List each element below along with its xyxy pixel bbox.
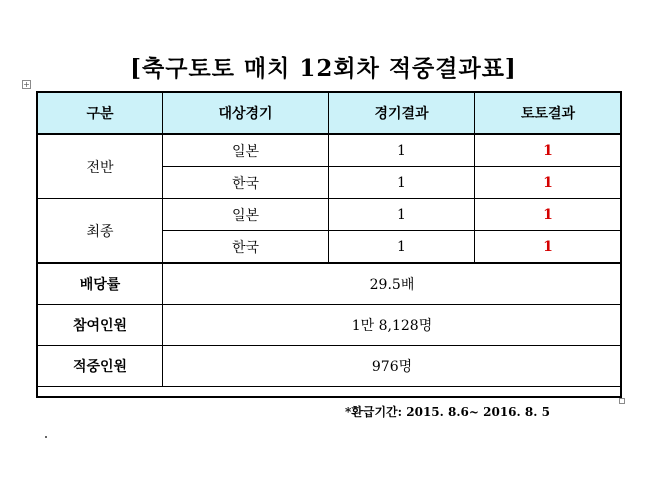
table-row: [38, 346, 622, 387]
table-header-row: [38, 93, 622, 135]
half-label-final: 최종: [38, 199, 163, 264]
header-toto-result: 토토결과: [475, 93, 622, 135]
participants-label: 참여인원: [38, 305, 163, 346]
toto-result-cell: 1: [475, 167, 622, 199]
team-cell: 한국: [163, 167, 329, 199]
team-cell: 한국: [163, 231, 329, 264]
table-move-handle-icon[interactable]: +: [23, 80, 30, 89]
page-title: [축구토토 매치 12회차 적중결과표]: [130, 55, 517, 82]
table-row: [38, 305, 622, 346]
half-label-first: 전반: [38, 134, 163, 199]
table-resize-handle-icon[interactable]: [619, 398, 625, 404]
odds-label: 배당률: [38, 263, 163, 305]
text-cursor-mark: [45, 436, 47, 438]
team-cell: 일본: [163, 134, 329, 167]
winners-label: 적중인원: [38, 346, 163, 387]
match-result-cell: 1: [329, 134, 475, 167]
table-row: [38, 263, 622, 305]
refund-period-note: *환급기간: 2015. 8.6~ 2016. 8. 5: [345, 405, 550, 419]
header-target-match: 대상경기: [163, 93, 329, 135]
table-row: [38, 199, 622, 231]
table-row: [38, 134, 622, 167]
header-match-result: 경기결과: [329, 93, 475, 135]
winners-value: 976명: [163, 346, 622, 387]
participants-value: 1만 8,128명: [163, 305, 622, 346]
odds-value: 29.5배: [163, 263, 622, 305]
header-category: 구분: [38, 93, 163, 135]
toto-result-cell: 1: [475, 134, 622, 167]
match-result-cell: 1: [329, 167, 475, 199]
result-table: [37, 92, 622, 387]
toto-result-cell: 1: [475, 199, 622, 231]
team-cell: 일본: [163, 199, 329, 231]
match-result-cell: 1: [329, 231, 475, 264]
toto-result-cell: 1: [475, 231, 622, 264]
match-result-cell: 1: [329, 199, 475, 231]
